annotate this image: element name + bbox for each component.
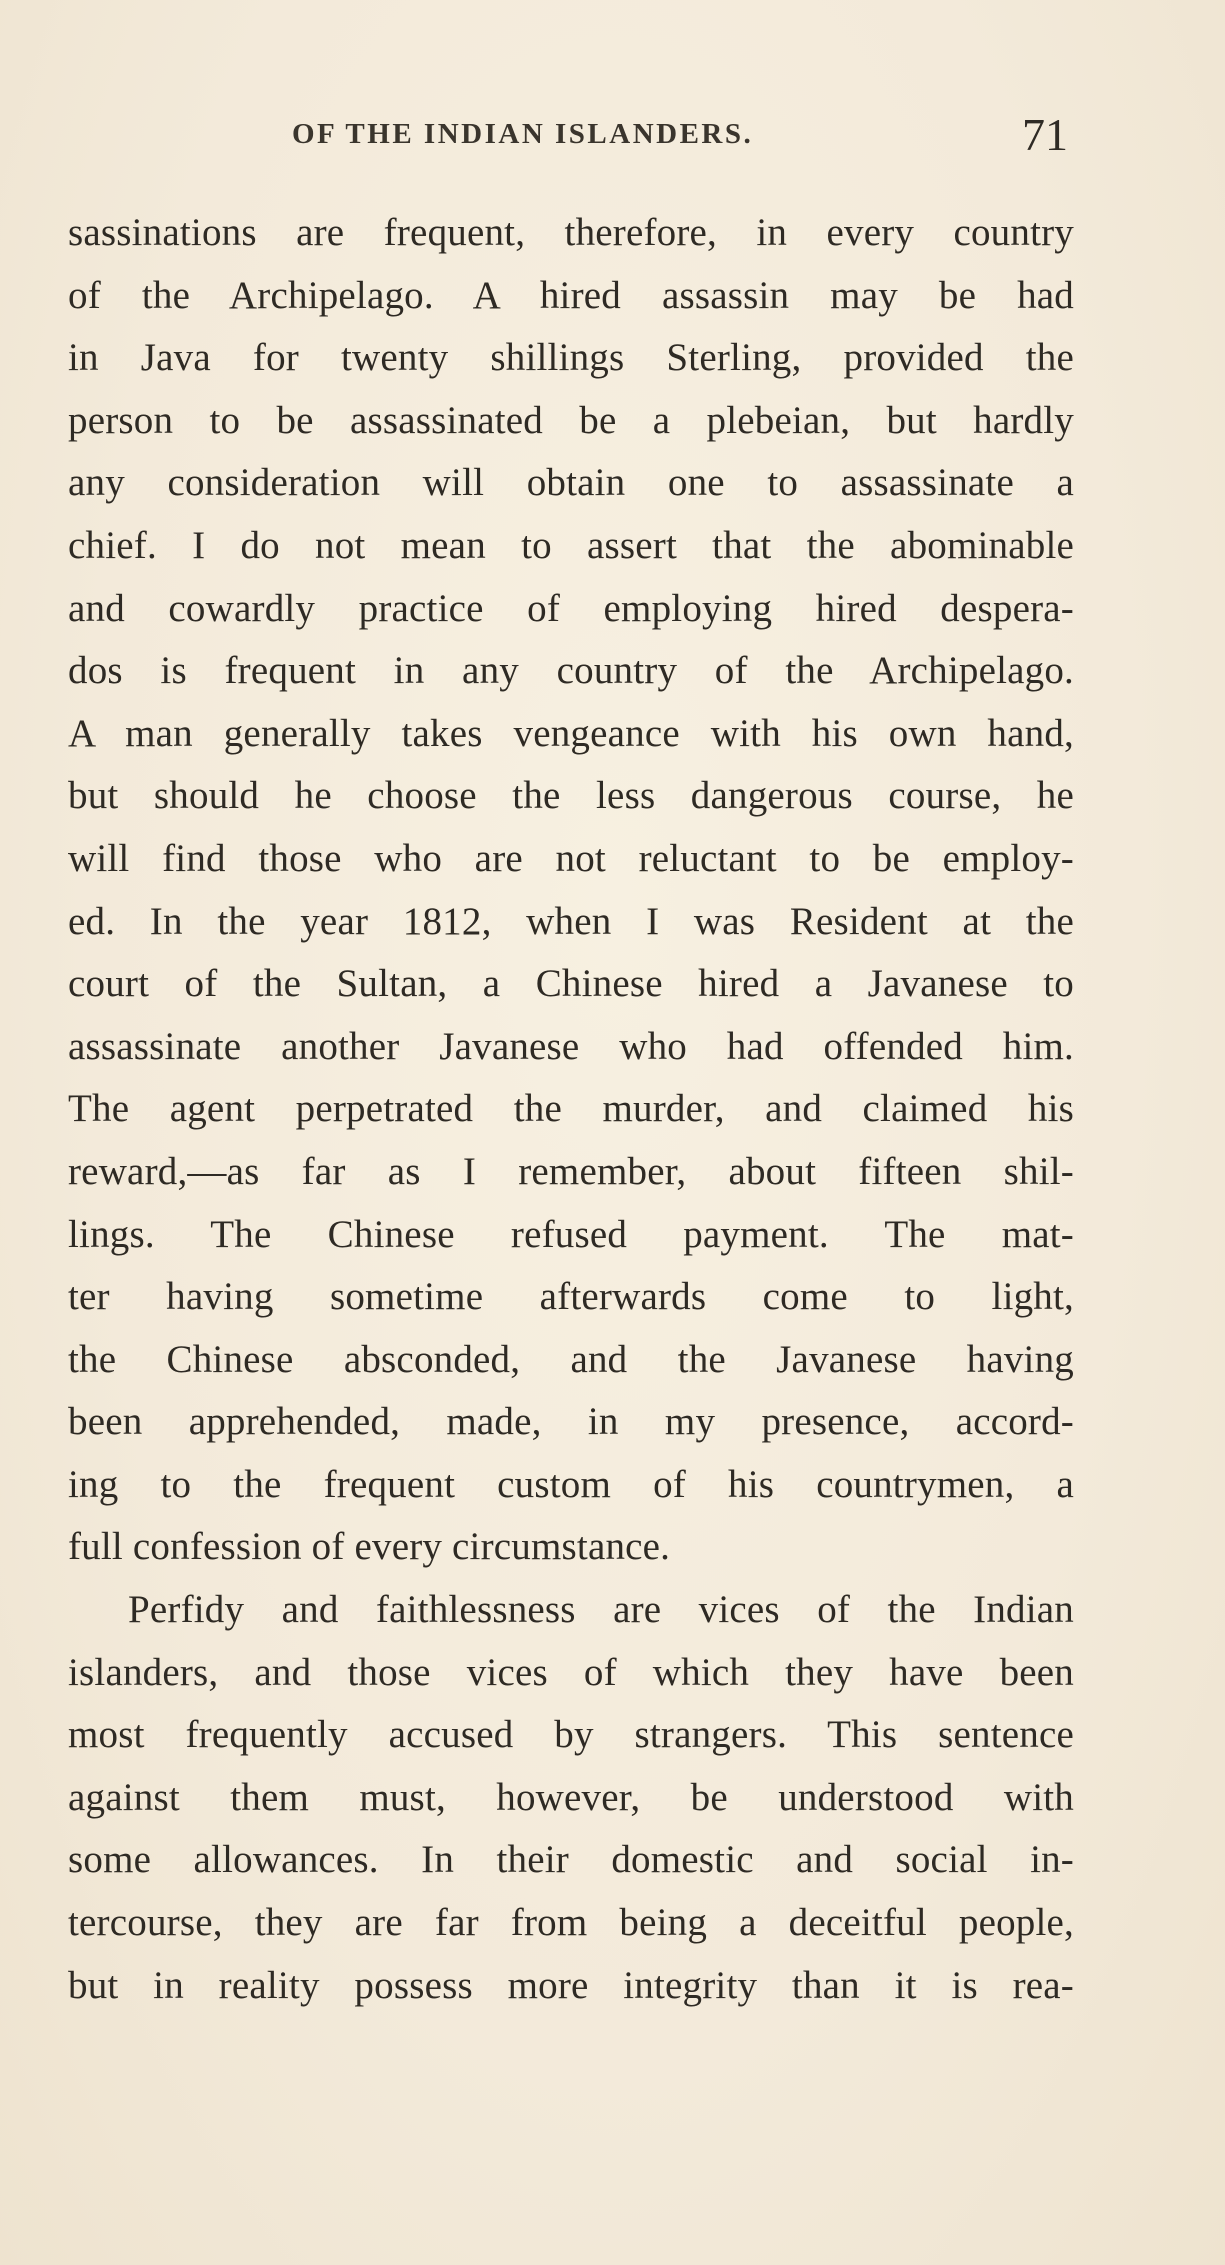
text-line: any consideration will obtain one to assassinate a — [68, 461, 1074, 505]
text-line: ter having sometime afterwards come to light, — [68, 1275, 1074, 1319]
text-line: person to be assassinated be a plebeian, but hardly — [68, 398, 1074, 442]
text-line: A man generally takes vengeance with his own hand, — [68, 711, 1074, 755]
text-line: ing to the frequent custom of his countrymen, a — [68, 1462, 1074, 1506]
text-line: but should he choose the less dangerous course, he — [68, 774, 1074, 818]
text-line: The agent perpetrated the murder, and claimed his — [68, 1087, 1074, 1131]
text-line: reward,—as far as I remember, about fifteen shil- — [68, 1149, 1074, 1193]
page-number: 71 — [1022, 109, 1068, 160]
text-line: and cowardly practice of employing hired despera- — [68, 586, 1074, 630]
paragraph-end-line: full confession of every circumstance. — [68, 1525, 671, 1569]
text-line: court of the Sultan, a Chinese hired a Javanese to — [68, 962, 1074, 1006]
text-line: in Java for twenty shillings Sterling, provided the — [68, 336, 1074, 380]
page-header — [292, 108, 1072, 168]
body-text — [68, 202, 1074, 2017]
text-line: lings. The Chinese refused payment. The mat- — [68, 1212, 1074, 1256]
running-head: OF THE INDIAN ISLANDERS. — [292, 118, 754, 150]
text-line: sassinations are frequent, therefore, in every country — [68, 211, 1074, 254]
text-line: of the Archipelago. A hired assassin may be had — [68, 273, 1074, 317]
text-line: islanders, and those vices of which they have been — [68, 1650, 1074, 1694]
text-line: most frequently accused by strangers. This sentence — [68, 1713, 1074, 1757]
text-line: been apprehended, made, in my presence, accord- — [68, 1400, 1074, 1444]
text-line: dos is frequent in any country of the Archipelago. — [68, 649, 1074, 693]
text-line: ed. In the year 1812, when I was Resident at the — [68, 899, 1074, 943]
text-line: assassinate another Javanese who had offended him. — [68, 1024, 1074, 1068]
text-line: some allowances. In their domestic and social in- — [68, 1838, 1074, 1882]
text-line: tercourse, they are far from being a deceitful people, — [68, 1901, 1074, 1945]
text-line: but in reality possess more integrity than it is rea- — [68, 1963, 1074, 2007]
text-line: will find those who are not reluctant to be employ- — [68, 836, 1074, 880]
text-line: against them must, however, be understood with — [68, 1775, 1074, 1819]
paragraph-start-line: Perfidy and faithlessness are vices of the Indian — [128, 1588, 1074, 1632]
text-line: chief. I do not mean to assert that the abominable — [68, 523, 1074, 567]
text-line: the Chinese absconded, and the Javanese having — [68, 1337, 1074, 1381]
